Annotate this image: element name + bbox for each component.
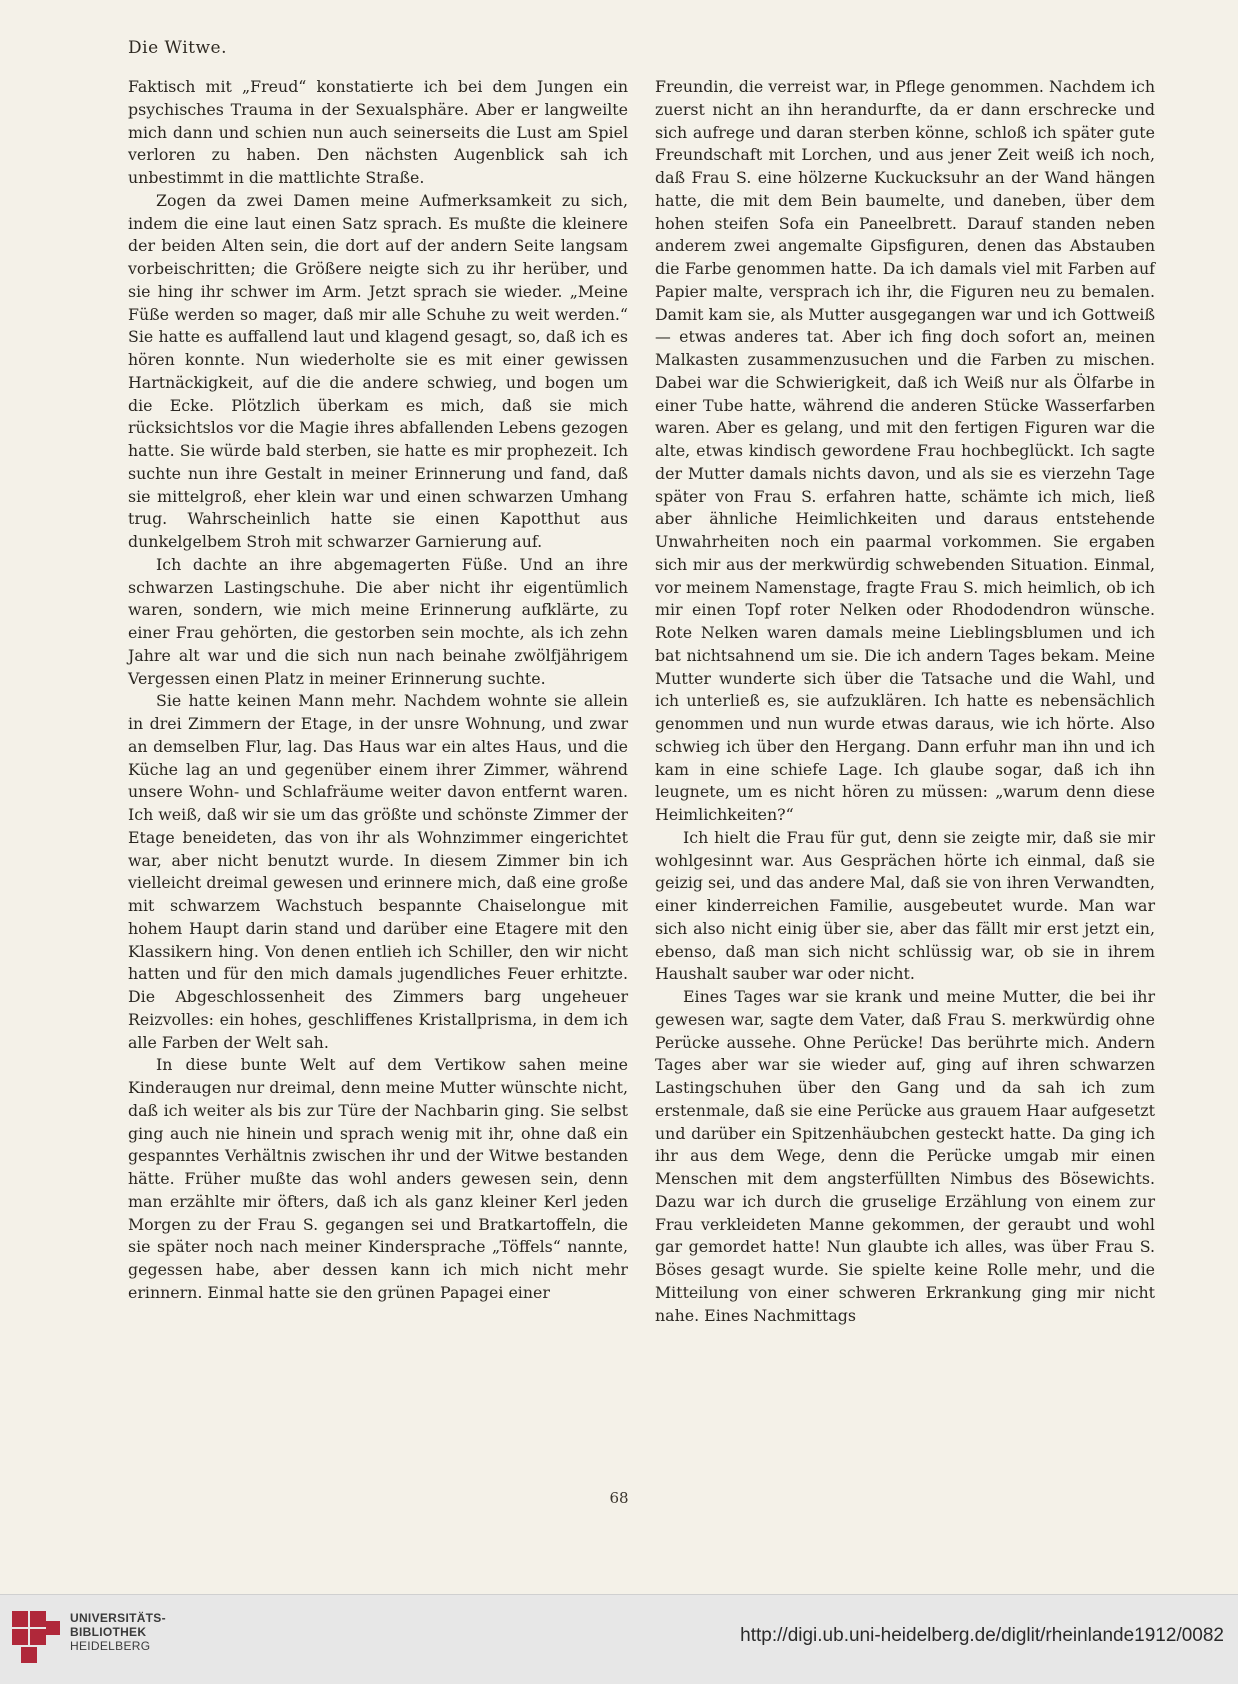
page-number: 68 <box>609 1489 629 1507</box>
paragraph: Freundin, die verreist war, in Pflege genommen. Nachdem ich zuerst nicht an ihn herandurfte, da er dann erschrecke und sich aufrege und daran sterben könne, schloß ich später gute Freundschaft mit Lorchen, und aus jener Zeit weiß ich noch, daß Frau S. eine hölzerne Kuckucksuhr an der Wand hängen hatte, die mit dem Bein baumelte, und daneben, über dem hohen steifen Sofa ein Paneelbrett. Darauf standen neben anderem zwei angemalte Gipsfiguren, denen das Abstauben die Farbe genommen hatte. Da ich damals viel mit Farben auf Papier malte, versprach ich ihr, die Figuren neu zu bemalen. Damit kam sie, als Mutter ausgegangen war und ich Gottweiß — etwas anderes tat. Aber ich fing doch sofort an, meinen Malkasten zusammenzusuchen und die Farben zu mischen. Dabei war die Schwierigkeit, daß ich Weiß nur als Ölfarbe in einer Tube hatte, während die anderen Stücke Wasserfarben waren. Aber es gelang, und mit den fertigen Figuren war die alte, etwas kindisch gewordene Frau hochbeglückt. Ich sagte der Mutter damals nichts davon, und als sie es vierzehn Tage später von Frau S. erfahren hatte, schämte ich mich, ließ aber ähnliche Heimlichkeiten und daraus entstehende Unwahrheiten noch ein paarmal vorkommen. Sie ergaben sich mir aus der merkwürdig schwebenden Situation. Einmal, vor meinem Namenstage, fragte Frau S. mich heimlich, ob ich mir einen Topf roter Nelken oder Rhododendron wünsche. Rote Nelken waren damals meine Lieblingsblumen und ich bat nichtsahnend um sie. Die ich andern Tages bekam. Meine Mutter wunderte sich über die Tatsache und die Wahl, und ich unterließ es, sie aufzuklären. Ich hatte es nebensächlich genommen und nun wurde etwas daraus, wie ich hörte. Also schwieg ich über den Hergang. Dann erfuhr man ihn und ich kam in eine schiefe Lage. Ich glaube sogar, daß ich ihn leugnete, um es nicht hören zu müssen: „warum denn diese Heimlichkeiten?“ <box>655 77 1155 824</box>
right-column <box>655 76 1155 1327</box>
paragraph: In diese bunte Welt auf dem Vertikow sahen meine Kinderaugen nur dreimal, denn meine Mutter wünschte nicht, daß ich weiter als bis zur Türe der Nachbarin ging. Sie selbst ging auch nie hinein und sprach wenig mit ihr, ohne daß ein gespanntes Verhältnis zwischen ihr und der Witwe bestanden hätte. Früher mußte das wohl anders gewesen sein, denn man erzählte mir öfters, daß ich als ganz kleiner Kerl jeden Morgen zu der Frau S. gegangen sei und Bratkartoffeln, die sie später noch nach meiner Kindersprache „Töffels“ nannte, gegessen habe, aber dessen kann ich mich nicht mehr erinnern. Einmal hatte sie den grünen Papagei einer <box>128 1055 628 1302</box>
running-head: Die Witwe. <box>128 38 227 58</box>
paragraph: Eines Tages war sie krank und meine Mutter, die bei ihr gewesen war, sagte dem Vater, daß Frau S. merkwürdig ohne Perücke aussehe. Ohne Perücke! Das berührte mich. Andern Tages aber war sie wieder auf, ging auf ihren schwarzen Lastingschuhen über den Gang und da sah ich zum erstenmale, daß sie eine Perücke aus grauem Haar aufgesetzt und darüber ein Spitzenhäubchen gesteckt hatte. Da ging ich ihr aus dem Wege, denn die Perücke umgab mir einen Menschen mit dem angsterfüllten Nimbus des Bösewichts. Dazu war ich durch die gruselige Erzählung von einem zur Frau verkleideten Manne gekommen, der geraubt und wohl gar gemordet hatte! Nun glaubte ich alles, was über Frau S. Böses gesagt wurde. Sie spielte keine Rolle mehr, und die Mitteilung von einer schweren Erkrankung ging mir nicht nahe. Eines Nachmittags <box>655 987 1155 1325</box>
library-name <box>70 1611 166 1653</box>
university-library-logo-icon <box>10 1607 64 1669</box>
library-name-line: UNIVERSITÄTS- <box>70 1611 166 1625</box>
paragraph: Faktisch mit „Freud“ konstatierte ich bei dem Jungen ein psychisches Trauma in der Sexualsphäre. Aber er langweilte mich dann und schien nun auch seinerseits die Lust am Spiel verloren zu haben. Den nächsten Augenblick sah ich unbestimmt in die mattlichte Straße. <box>128 77 628 187</box>
left-column <box>128 76 628 1305</box>
paragraph: Ich hielt die Frau für gut, denn sie zeigte mir, daß sie mir wohlgesinnt war. Aus Gesprächen hörte ich einmal, daß sie geizig sei, und das andere Mal, daß sie von ihren Verwandten, einer kinderreichen Familie, ausgebeutet wurde. Man war sich also nicht einig über sie, aber das fällt mir erst jetzt ein, ebenso, daß man sich nicht schlüssig war, ob sie in ihrem Haushalt sauber war oder nicht. <box>655 827 1155 984</box>
footer-bar <box>0 1594 1238 1684</box>
paragraph: Sie hatte keinen Mann mehr. Nachdem wohnte sie allein in drei Zimmern der Etage, in der unsre Wohnung, und zwar an demselben Flur, lag. Das Haus war ein altes Haus, und die Küche lag an und gegenüber einem ihrer Zimmer, während unsere Wohn- und Schlafräume weiter davon entfernt waren. Ich weiß, daß wir sie um das größte und schönste Zimmer der Etage beneideten, das von ihr als Wohnzimmer eingerichtet war, aber nicht benutzt wurde. In diesem Zimmer bin ich vielleicht dreimal gewesen und erinnere mich, daß eine große mit schwarzem Wachstuch bespannte Chaiselongue mit hohem Haupt darin stand und darüber eine Etagere mit den Klassikern hing. Von denen entlieh ich Schiller, den wir nicht hatten und für den mich damals jugendliches Feuer erhitzte. Die Abgeschlossenheit des Zimmers barg ungeheuer Reizvolles: ein hohes, geschliffenes Kristallprisma, in dem ich alle Farben der Welt sah. <box>128 691 628 1052</box>
paragraph: Zogen da zwei Damen meine Aufmerksamkeit zu sich, indem die eine laut einen Satz sprach. Es mußte die kleinere der beiden Alten sein, die dort auf der andern Seite langsam vorbeischritten; die Größere neigte sich zu ihr herüber, und sie hing ihr schwer im Arm. Jetzt sprach sie wieder. „Meine Füße werden so mager, daß mir alle Schuhe zu weit werden.“ Sie hatte es auffallend laut und klagend gesagt, so, daß ich es hören konnte. Nun wiederholte sie es mit einer gewissen Hartnäckigkeit, auf die die andere schwieg, und bogen um die Ecke. Plötzlich überkam es mich, daß sie mich rücksichtslos vor die Magie ihres abfallenden Lebens gezogen hatte. Sie würde bald sterben, sie hatte es mir prophezeit. Ich suchte nun ihre Gestalt in meiner Erinnerung und fand, daß sie mittelgroß, eher klein war und einen schwarzen Umhang trug. Wahrscheinlich hatte sie einen Kapotthut aus dunkelgelbem Stroh mit schwarzer Garnierung auf. <box>128 190 629 551</box>
paragraph: Ich dachte an ihre abgemagerten Füße. Und an ihre schwarzen Lastingschuhe. Die aber nicht ihr eigentümlich waren, sondern, wie mich meine Erinnerung aufklärte, zu einer Frau gehörten, die gestorben sein mochte, als ich zehn Jahre alt war und die sich nun nach beinahe zwölfjährigem Vergessen einen Platz in meiner Erinnerung suchte. <box>128 554 628 688</box>
library-name-line: BIBLIOTHEK <box>70 1625 147 1639</box>
source-url[interactable]: http://digi.ub.uni-heidelberg.de/diglit/rheinlande1912/0082 <box>740 1625 1224 1646</box>
library-name-line: HEIDELBERG <box>70 1639 151 1653</box>
